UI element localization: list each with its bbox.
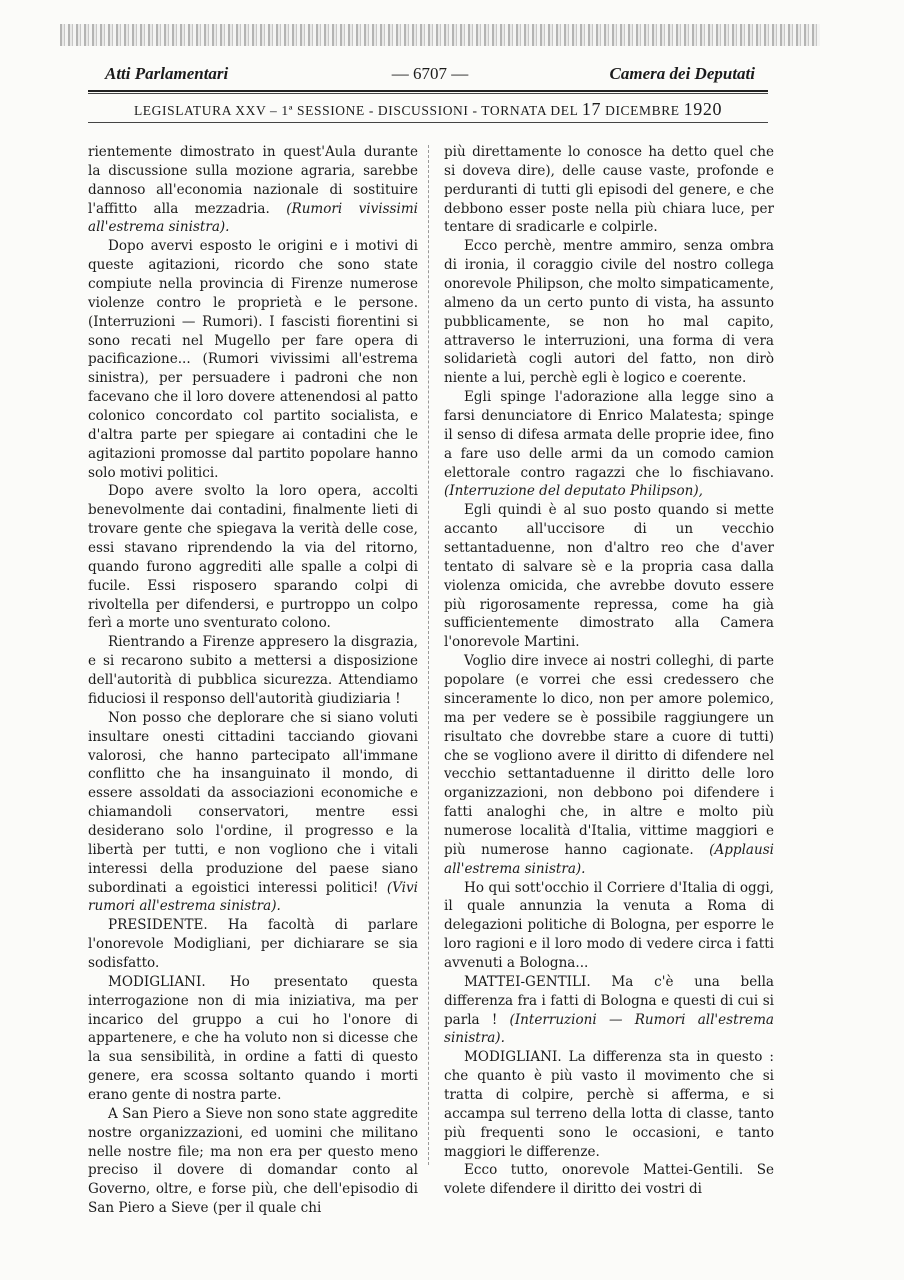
- paragraph: [444, 237, 774, 388]
- paragraph: [444, 1048, 774, 1161]
- session-line-text: LEGISLATURA XXV – 1ª SESSIONE - DISCUSSIONI - TORNATA DEL: [133, 103, 582, 118]
- header-right-title: Camera dei Deputati: [609, 64, 755, 83]
- paragraph: [444, 143, 774, 237]
- paragraph: [88, 633, 418, 708]
- header-rule-thick: [88, 90, 768, 92]
- paragraph-text: Egli spinge l'adorazione alla legge sino a farsi denunciatore di Enrico Malatesta; spinge il senso di difesa armata delle proprie idee, fino a fare uso delle armi da un comodo camion elettorale contro ragazzi che lo fischiavano.: [444, 389, 774, 481]
- paragraph-text: A San Piero a Sieve non sono state aggredite nostre organizzazioni, ed uomini che militano nelle nostre file; ma non era per questo meno preciso il dovere di domandar conto al Governo, oltre, e forse più, che dell'episodio di San Piero a Sieve (per il quale chi: [88, 1105, 418, 1217]
- paragraph-text: MATTEI-GENTILI. Ma c'è una bella differenza fra i fatti di Bologna e questi di cui si parla !: [444, 973, 774, 1028]
- paragraph: [444, 388, 774, 501]
- paragraph: [444, 1161, 774, 1199]
- paragraph: [444, 501, 774, 652]
- paragraph: [88, 973, 418, 1105]
- paragraph-text: Ho qui sott'occhio il Corriere d'Italia di oggi, il quale annunzia la venuta a Roma di delegazioni politiche di Bologna, per esporre le loro ragioni e il loro modo di vedere circa i fatti avvenuti a Bologna...: [444, 879, 774, 971]
- paragraph: [88, 709, 418, 916]
- subheader-rule: [88, 122, 768, 123]
- column-divider: [428, 145, 429, 1165]
- session-line: [88, 99, 768, 120]
- paragraph: [88, 916, 418, 973]
- paragraph-text: Voglio dire invece ai nostri colleghi, di parte popolare (e vorrei che essi credessero che sinceramente lo dico, non per amore polemico, ma per vedere se è possibile raggiungere un risultato che dovrebbe stare a cuore di tutti) che se vogliono avere il diritto di difendere nel vecchio settantaduenne il diritto delle loro organizzazioni, non debbono poi difendere i fatti analoghi che, in altre e molto più numerose località d'Italia, vittime maggiori e più numerose hanno cagionate.: [444, 653, 774, 858]
- stage-direction: (Vivi rumori all'estrema sinistra).: [88, 879, 418, 915]
- paragraph: [444, 973, 774, 1048]
- paragraph: [88, 482, 418, 633]
- paragraph: [88, 143, 418, 237]
- header-rule-thin: [88, 93, 768, 94]
- header-left-title: Atti Parlamentari: [105, 64, 229, 83]
- running-header: [105, 64, 755, 88]
- paragraph-text: rientemente dimostrato in quest'Aula durante la discussione sulla mozione agraria, sarebbe dannoso all'economia nazionale di sostituire l'affitto alla mezzadria.: [88, 144, 418, 217]
- left-text-column: [88, 143, 418, 1218]
- page-number: — 6707 —: [391, 64, 469, 83]
- paragraph-text: più direttamente lo conosce ha detto quel che si doveva dire), delle cause vaste, profonde e perduranti di tutti gli episodi del genere, e che debbono esser poste nella più chiara luce, per tentare di sradicarle e colpirle.: [444, 144, 774, 236]
- session-month: DICEMBRE: [601, 103, 684, 118]
- paragraph-text: PRESIDENTE. Ha facoltà di parlare l'onorevole Modigliani, per dichiarare se sia sodisfatto.: [88, 917, 418, 971]
- session-year: 1920: [683, 99, 723, 119]
- stage-direction: (Rumori vivissimi all'estrema sinistra).: [88, 200, 418, 236]
- stage-direction: (Interruzioni — Rumori all'estrema sinistra).: [444, 1011, 774, 1047]
- paragraph-text: Egli quindi è al suo posto quando si mette accanto all'uccisore di un vecchio settantaduenne, non d'altro reo che d'aver tentato di salvare sè e la propria casa dalla violenza omicida, che avrebbe dovuto essere più rigorosamente repressa, come ha già sufficientemente dimostrato alla Camera l'onorevole Martini.: [444, 502, 774, 651]
- paragraph: [444, 879, 774, 973]
- stage-direction: (Applausi all'estrema sinistra).: [444, 841, 774, 877]
- paragraph-text: MODIGLIANI. La differenza sta in questo : che quanto è più vasto il movimento che si tratta di colpire, perchè si afferma, e si accampa sul terreno della lotta di classe, tanto più frequenti sono le occasioni, e tanto maggiori le differenze.: [444, 1049, 774, 1160]
- paragraph-text: Non posso che deplorare che si siano voluti insultare onesti cittadini tacciando giovani valorosi, che hanno partecipato all'immane conflitto che ha insanguinato il mondo, di essere assoldati da associazioni economiche e chiamandoli conservatori, mentre essi desiderano solo l'ordine, il progresso e la libertà per tutti, e non vogliono che i vitali interessi della produzione del paese siano subordinati a egoistici interessi politici!: [88, 709, 418, 896]
- paragraph-text: Dopo avere svolto la loro opera, accolti benevolmente dai contadini, finalmente lieti di trovare gente che spiegava la verità delle cose, essi stavano riprendendo la via del ritorno, quando furono aggrediti alle spalle a colpi di fucile. Essi risposero sparando colpi di rivoltella per difendersi, e purtroppo un colpo ferì a morte uno sventurato colono.: [88, 483, 418, 632]
- paragraph-text: Dopo avervi esposto le origini e i motivi di queste agitazioni, ricordo che sono state compiute nella provincia di Firenze numerose violenze contro le proprietà e le persone. (Interruzioni — Rumori). I fascisti fiorentini si sono recati nel Mugello per fare opera di pacificazione... (Rumori vivissimi all'estrema sinistra), per persuadere i padroni che non facevano che il loro dovere attenendosi al patto colonico concordato col partito socialista, e d'altra parte per spiegare ai contadini che le agitazioni promosse dal partito popolare hanno solo motivi politici.: [88, 238, 418, 481]
- session-day: 17: [581, 99, 602, 119]
- right-text-column: [444, 143, 774, 1199]
- paragraph: [88, 237, 418, 482]
- paragraph: [444, 652, 774, 878]
- paragraph-text: Ecco perchè, mentre ammiro, senza ombra di ironia, il coraggio civile del nostro collega onorevole Philipson, che molto simpaticamente, almeno da un certo punto di vista, ha assunto pubblicamente, se non ho mal capito, attraverso le interruzioni, una forma di vera solidarietà cogli autori del fatto, non dirò niente a lui, perchè egli è logico e coerente.: [444, 238, 774, 387]
- paragraph: [88, 1105, 418, 1218]
- paragraph-text: MODIGLIANI. Ho presentato questa interrogazione non di mia iniziativa, ma per incarico del gruppo a cui ho l'onore di appartenere, e che ha voluto non si dicesse che la sua sensibilità, in ordine a fatti di questo genere, era scossa soltanto quando i morti erano gente di nostra parte.: [88, 973, 418, 1103]
- paragraph-text: Rientrando a Firenze appresero la disgrazia, e si recarono subito a mettersi a disposizione dell'autorità di pubblica sicurezza. Attendiamo fiduciosi il responso dell'autorità giudiziaria !: [88, 634, 418, 707]
- scan-artifact-band: [60, 24, 820, 46]
- stage-direction: (Interruzione del deputato Philipson),: [444, 483, 703, 500]
- paragraph-text: Ecco tutto, onorevole Mattei-Gentili. Se volete difendere il diritto dei vostri di: [444, 1162, 774, 1198]
